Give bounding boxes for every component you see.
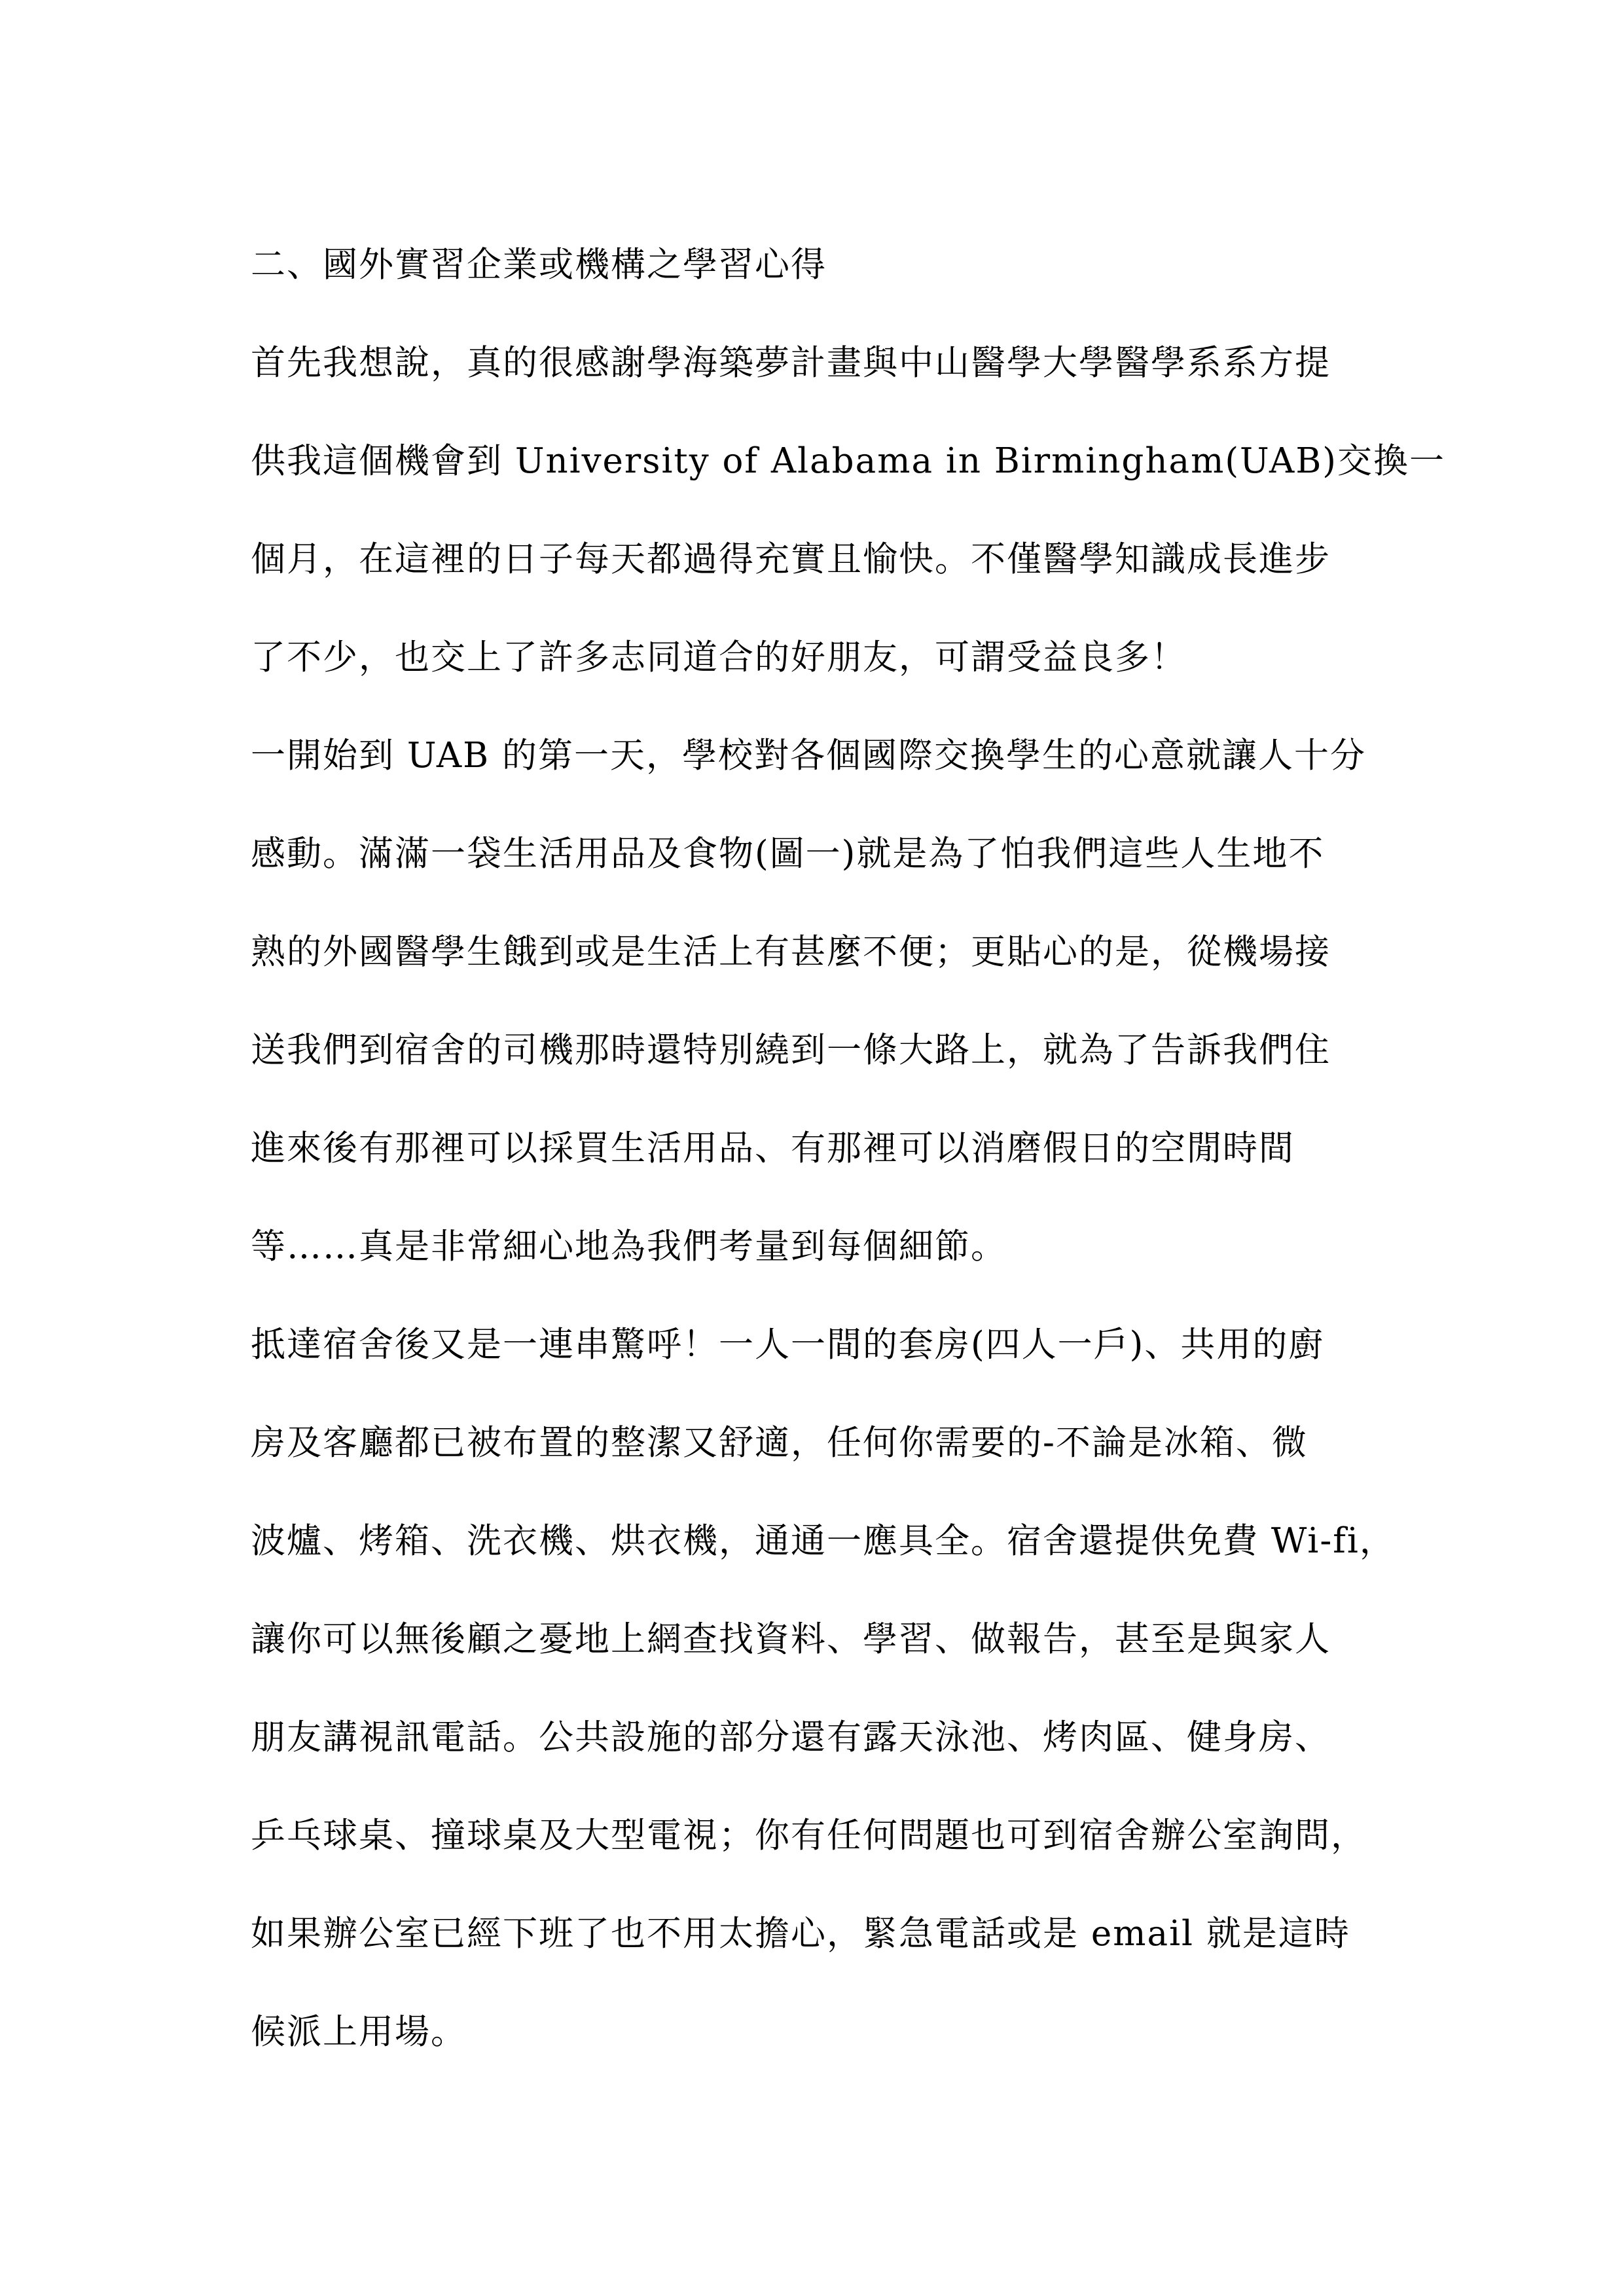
body-text bbox=[251, 216, 1445, 2081]
paragraph-1-line-4: 了不少，也交上了許多志同道合的好朋友，可謂受益良多！ bbox=[251, 637, 1187, 677]
paragraph-2-line-2: 感動。滿滿一袋生活用品及食物(圖一)就是為了怕我們這些人生地不 bbox=[251, 834, 1325, 874]
paragraph-3-line-2: 房及客廳都已被布置的整潔又舒適，任何你需要的-不論是冰箱、微 bbox=[251, 1423, 1308, 1463]
paragraph-1-line-3: 個月，在這裡的日子每天都過得充實且愉快。不僅醫學知識成長進步 bbox=[251, 539, 1331, 579]
paragraph-3-line-7: 如果辦公室已經下班了也不用太擔心，緊急電話或是 email 就是這時 bbox=[251, 1914, 1350, 1954]
paragraph-2-line-5: 進來後有那裡可以採買生活用品、有那裡可以消磨假日的空閒時間 bbox=[251, 1128, 1295, 1168]
paragraph-3-line-8: 候派上用場。 bbox=[251, 2012, 467, 2052]
paragraph-3-line-4: 讓你可以無後顧之憂地上網查找資料、學習、做報告，甚至是與家人 bbox=[251, 1619, 1331, 1659]
paragraph-3-line-5: 朋友講視訊電話。公共設施的部分還有露天泳池、烤肉區、健身房、 bbox=[251, 1717, 1331, 1757]
paragraph-1-line-1: 首先我想說，真的很感謝學海築夢計畫與中山醫學大學醫學系系方提 bbox=[251, 343, 1331, 383]
paragraph-2-line-1: 一開始到 UAB 的第一天，學校對各個國際交換學生的心意就讓人十分 bbox=[251, 736, 1366, 776]
paragraph-3-line-3: 波爐、烤箱、洗衣機、烘衣機，通通一應具全。宿舍還提供免費 Wi-fi， bbox=[251, 1521, 1396, 1561]
paragraph-1-line-2: 供我這個機會到 University of Alabama in Birmingham(UAB)交換一 bbox=[251, 441, 1445, 481]
paragraph-3-line-1: 抵達宿舍後又是一連串驚呼！一人一間的套房(四人一戶)、共用的廚 bbox=[251, 1325, 1325, 1365]
paragraph-3-line-6: 乒乓球桌、撞球桌及大型電視；你有任何問題也可到宿舍辦公室詢問， bbox=[251, 1816, 1367, 1856]
paragraph-2-line-6: 等……真是非常細心地為我們考量到每個細節。 bbox=[251, 1227, 1007, 1266]
paragraph-2-line-4: 送我們到宿舍的司機那時還特別繞到一條大路上，就為了告訴我們住 bbox=[251, 1030, 1331, 1070]
section-heading: 二、國外實習企業或機構之學習心得 bbox=[251, 245, 827, 285]
paragraph-2-line-3: 熟的外國醫學生餓到或是生活上有甚麼不便；更貼心的是，從機場接 bbox=[251, 932, 1331, 972]
